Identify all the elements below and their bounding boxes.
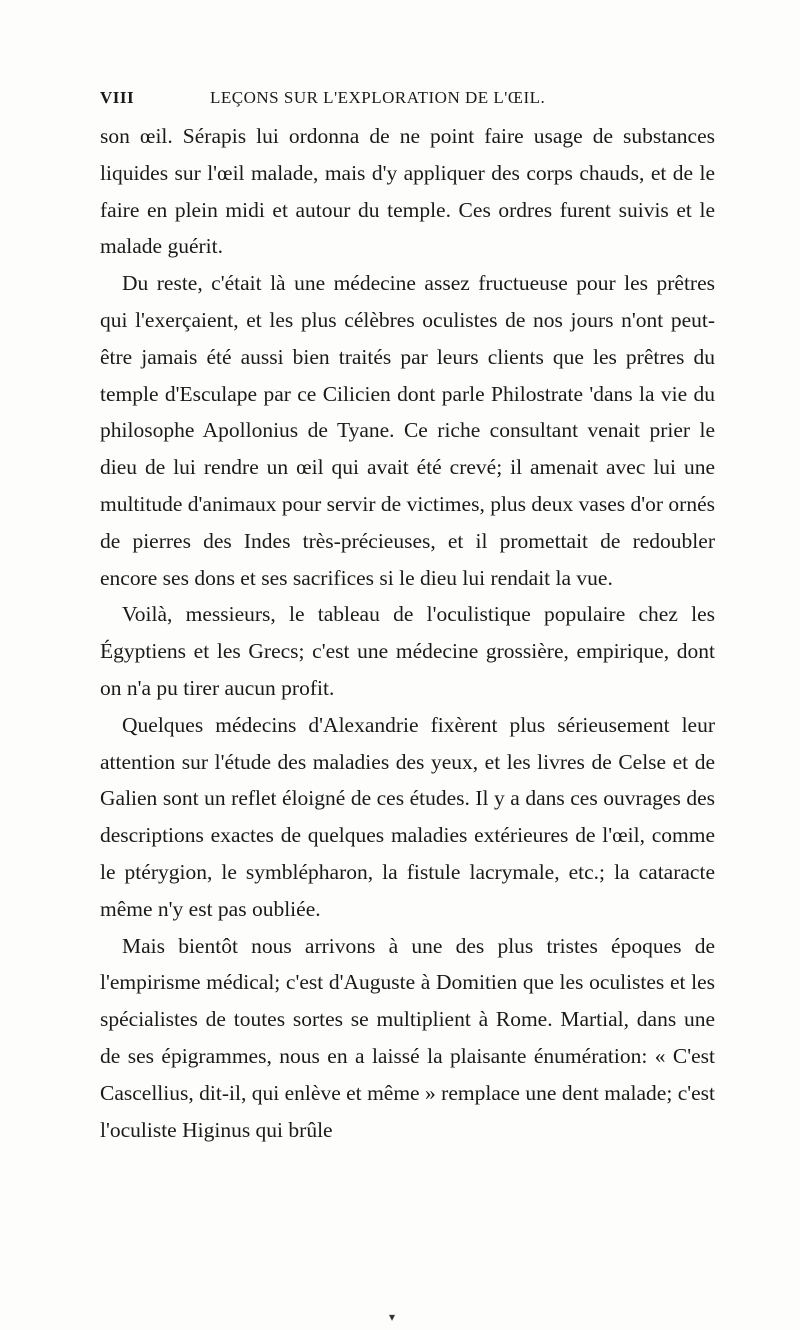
body-text: [100, 118, 715, 1148]
page-number: VIII: [100, 88, 135, 107]
paragraph: Voilà, messieurs, le tableau de l'oculistique populaire chez les Égyptiens et les Grecs; c'est une médecine grossière, empirique, dont on n'a pu tirer aucun profit.: [100, 602, 715, 700]
running-title: LEÇONS SUR L'EXPLORATION DE L'ŒIL.: [210, 88, 546, 107]
paragraph: Mais bientôt nous arrivons à une des plus tristes époques de l'empirisme médical; c'est d'Auguste à Domitien que les oculistes et les spécialistes de toutes sortes se multiplient à Rome. Martial, dans une de ses épigrammes, nous en a laissé la plaisante énumération: « C'est Cascellius, dit-il, qui enlève et même » remplace une dent malade; c'est l'oculiste Higinus qui brûle: [100, 933, 715, 1142]
running-head: [100, 88, 715, 114]
printer-mark: ▾: [389, 1310, 396, 1324]
paragraph: Quelques médecins d'Alexandrie fixèrent plus sérieusement leur attention sur l'étude des maladies des yeux, et les livres de Celse et de Galien sont un reflet éloigné de ces études. Il y a dans ces ouvrages des descriptions exactes de quelques maladies extérieures de l'œil, comme le ptérygion, le symblépharon, la fistule lacrymale, etc.; la cataracte même n'y est pas oubliée.: [100, 712, 715, 921]
paragraph: son œil. Sérapis lui ordonna de ne point faire usage de substances liquides sur l'œil malade, mais d'y appliquer des corps chauds, et de le faire en plein midi et autour du temple. Ces ordres furent suivis et le malade guérit.: [100, 124, 715, 259]
paragraph: Du reste, c'était là une médecine assez fructueuse pour les prêtres qui l'exerçaient, et les plus célèbres oculistes de nos jours n'ont peut-être jamais été aussi bien traités par leurs clients que les prêtres du temple d'Esculape par ce Cilicien dont parle Philostrate 'dans la vie du philosophe Apollonius de Tyane. Ce riche consultant venait prier le dieu de lui rendre un œil qui avait été crevé; il amenait avec lui une multitude d'animaux pour servir de victimes, plus deux vases d'or ornés de pierres des Indes très-précieuses, et il promettait de redoubler encore ses dons et ses sacrifices si le dieu lui rendait la vue.: [100, 271, 715, 590]
